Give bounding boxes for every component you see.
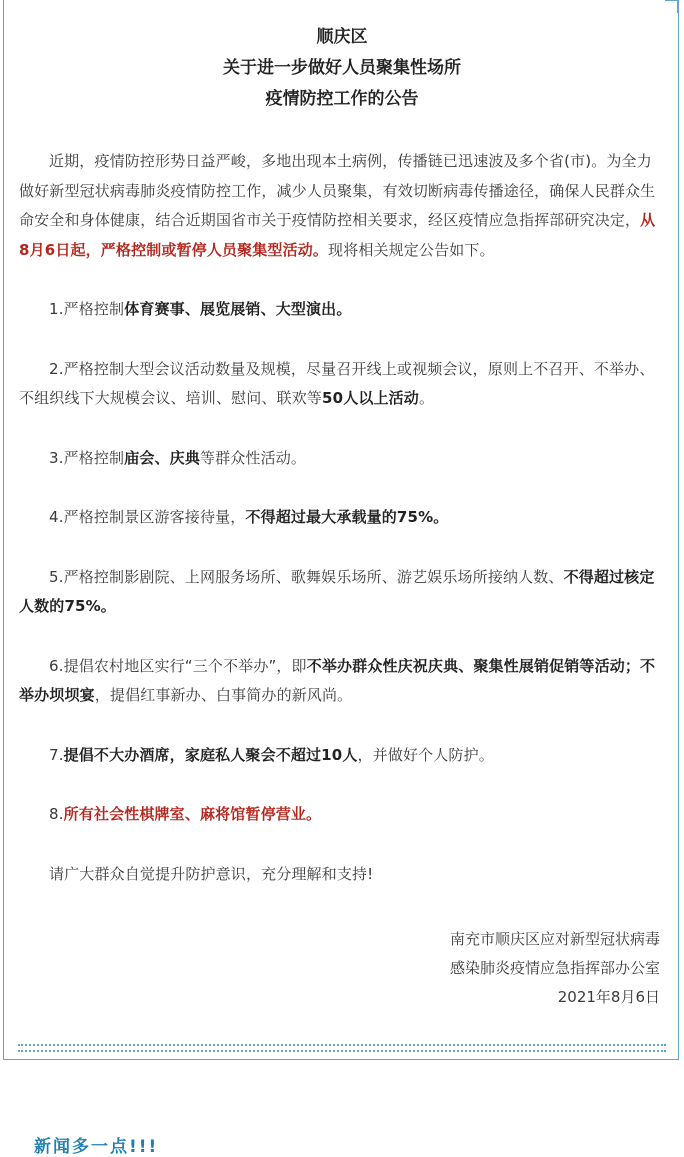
more-news-link[interactable]: 新闻多一点!!! bbox=[34, 1137, 159, 1157]
intro-text-2: 现将相关规定公告如下。 bbox=[328, 240, 495, 259]
item-6-tail: ，提倡红事新办、白事简办的新风尚。 bbox=[94, 686, 353, 704]
item-1 bbox=[19, 295, 661, 325]
item-6-text: 6.提倡农村地区实行“三个不举办”，即 bbox=[49, 656, 307, 675]
item-3-tail: 等群众性活动。 bbox=[199, 448, 307, 467]
item-3-bold: 庙会、庆典 bbox=[124, 448, 200, 467]
item-6-bold: 不举办群众性庆祝庆典、聚集性展销促销等活动；不举办坝坝宴 bbox=[19, 656, 656, 704]
item-2-bold: 50人以上活动 bbox=[322, 389, 419, 407]
notice-title bbox=[0, 22, 684, 115]
intro-highlight: 从8月6日起，严格控制或暂停人员聚集型活动。 bbox=[19, 211, 656, 259]
item-7 bbox=[19, 741, 661, 771]
item-8-text: 8. bbox=[49, 805, 64, 823]
item-3-text: 3.严格控制 bbox=[49, 448, 125, 467]
item-4-text: 4.严格控制景区游客接待量， bbox=[49, 508, 246, 526]
title-line-2: 关于进一步做好人员聚集性场所 bbox=[223, 58, 461, 78]
dotted-divider bbox=[18, 1044, 666, 1052]
item-5 bbox=[19, 563, 661, 622]
item-6 bbox=[19, 652, 661, 711]
item-1-bold: 体育赛事、展览展销、大型演出。 bbox=[124, 300, 352, 318]
item-7-bold: 提倡不大办酒席，家庭私人聚会不超过10人 bbox=[63, 745, 358, 764]
signature-line-2: 感染肺炎疫情应急指挥部办公室 bbox=[449, 959, 660, 977]
title-line-3: 疫情防控工作的公告 bbox=[265, 89, 419, 109]
title-line-1: 顺庆区 bbox=[316, 27, 368, 47]
closing-paragraph: 请广大群众自觉提升防护意识，充分理解和支持! bbox=[49, 864, 374, 883]
item-3 bbox=[19, 444, 661, 474]
item-7-tail: ，并做好个人防护。 bbox=[357, 745, 494, 764]
signature-block bbox=[450, 925, 660, 1012]
item-8 bbox=[19, 800, 661, 830]
item-2 bbox=[19, 355, 661, 414]
item-4 bbox=[19, 503, 661, 533]
frame-corner bbox=[665, 0, 678, 13]
item-8-highlight: 所有社会性棋牌室、麻将馆暂停营业。 bbox=[63, 805, 322, 823]
signature-line-1: 南充市顺庆区应对新型冠状病毒 bbox=[449, 930, 660, 948]
intro-paragraph bbox=[19, 147, 661, 265]
item-5-text: 5.严格控制影剧院、上网服务场所、歌舞娱乐场所、游艺娱乐场所接纳人数、 bbox=[49, 567, 564, 586]
signature-date: 2021年8月6日 bbox=[557, 988, 660, 1006]
item-1-text: 1.严格控制 bbox=[49, 300, 125, 318]
item-2-text: 2.严格控制大型会议活动数量及规模，尽量召开线上或视频会议，原则上不召开、不举办、不组织线下大规模会议、培训、慰问、联欢等 bbox=[19, 359, 655, 407]
notice-body bbox=[19, 147, 661, 919]
intro-text-1: 近期，疫情防控形势日益严峻，多地出现本土病例，传播链已迅速波及多个省(市)。为全力做好新型冠状病毒肺炎疫情防控工作，减少人员聚集，有效切断病毒传播途径，确保人民群众生命安全和身体健康，结合近期国省市关于疫情防控相关要求，经区疫情应急指挥部研究决定， bbox=[19, 152, 656, 229]
item-5-bold: 不得超过核定人数的75%。 bbox=[19, 567, 655, 615]
item-7-text: 7. bbox=[49, 745, 64, 764]
item-4-bold: 不得超过最大承载量的75%。 bbox=[245, 508, 449, 526]
item-2-tail: 。 bbox=[418, 389, 435, 407]
